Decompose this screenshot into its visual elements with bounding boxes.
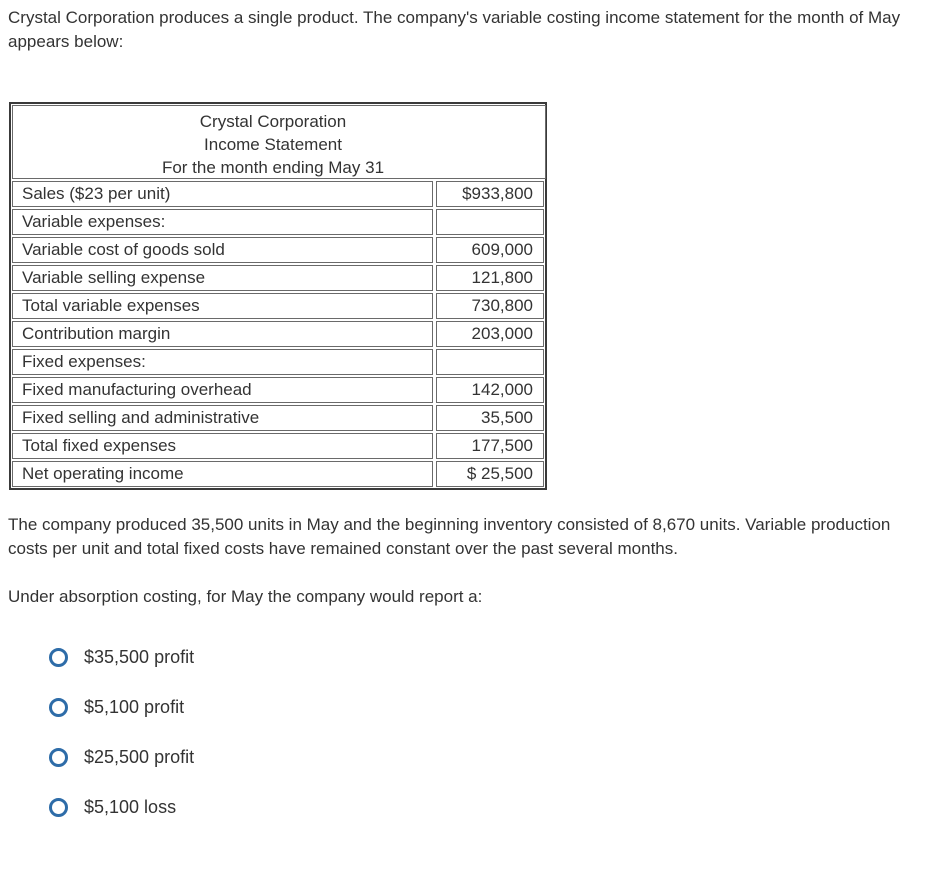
- table-row: [12, 405, 544, 431]
- statement-period: For the month ending May 31: [161, 158, 385, 177]
- table-row: [12, 293, 544, 319]
- row-amount-sales: $933,800: [436, 181, 544, 207]
- row-label-fixed-expenses: Fixed expenses:: [12, 349, 433, 375]
- answer-option-3[interactable]: [49, 743, 194, 771]
- row-label-fixed-mfg-overhead: Fixed manufacturing overhead: [12, 377, 433, 403]
- radio-button-icon[interactable]: [49, 798, 68, 817]
- row-amount-variable-expenses: [436, 209, 544, 235]
- row-label-contribution-margin: Contribution margin: [12, 321, 433, 347]
- row-amount-total-fixed: 177,500: [436, 433, 544, 459]
- row-amount-fixed-expenses: [436, 349, 544, 375]
- answer-option-label[interactable]: $25,500 profit: [84, 746, 195, 767]
- table-row: [12, 265, 544, 291]
- row-label-variable-cogs: Variable cost of goods sold: [12, 237, 433, 263]
- table-row: [12, 237, 544, 263]
- row-amount-fixed-mfg-overhead: 142,000: [436, 377, 544, 403]
- table-row: [12, 181, 544, 207]
- row-label-total-variable: Total variable expenses: [12, 293, 433, 319]
- row-amount-total-variable: 730,800: [436, 293, 544, 319]
- statement-title: Income Statement: [204, 135, 342, 154]
- radio-button-icon[interactable]: [49, 648, 68, 667]
- row-amount-fixed-selling-admin: 35,500: [436, 405, 544, 431]
- company-name: Crystal Corporation: [199, 112, 347, 131]
- radio-button-icon[interactable]: [49, 698, 68, 717]
- table-row: [12, 377, 544, 403]
- row-label-variable-selling: Variable selling expense: [12, 265, 433, 291]
- statement-header: [12, 105, 546, 179]
- table-row: [12, 433, 544, 459]
- row-label-sales: Sales ($23 per unit): [12, 181, 433, 207]
- table-row: [12, 321, 544, 347]
- row-amount-contribution-margin: 203,000: [436, 321, 544, 347]
- table-row: [12, 209, 544, 235]
- row-amount-net-operating-income: $ 25,500: [436, 461, 544, 487]
- answer-options: [49, 643, 194, 843]
- row-label-fixed-selling-admin: Fixed selling and administrative: [12, 405, 433, 431]
- answer-option-label[interactable]: $35,500 profit: [84, 646, 195, 667]
- table-row: [12, 349, 544, 375]
- problem-details-text: The company produced 35,500 units in May and the beginning inventory consisted of 8,670 units. Variable production costs per unit and total fixed costs have remained constant over the past several months.: [8, 515, 891, 558]
- answer-option-label[interactable]: $5,100 profit: [84, 696, 185, 717]
- table-row: [12, 461, 544, 487]
- intro-text: Crystal Corporation produces a single product. The company's variable costing income statement for the month of May appears below:: [8, 8, 901, 51]
- question-prompt: Under absorption costing, for May the company would report a:: [8, 587, 483, 606]
- row-label-variable-expenses: Variable expenses:: [12, 209, 433, 235]
- answer-option-2[interactable]: [49, 693, 194, 721]
- row-label-net-operating-income: Net operating income: [12, 461, 433, 487]
- radio-button-icon[interactable]: [49, 748, 68, 767]
- row-label-total-fixed: Total fixed expenses: [12, 433, 433, 459]
- answer-option-4[interactable]: [49, 793, 194, 821]
- income-statement-table: [9, 102, 547, 490]
- row-amount-variable-selling: 121,800: [436, 265, 544, 291]
- row-amount-variable-cogs: 609,000: [436, 237, 544, 263]
- answer-option-label[interactable]: $5,100 loss: [84, 796, 177, 817]
- answer-option-1[interactable]: [49, 643, 194, 671]
